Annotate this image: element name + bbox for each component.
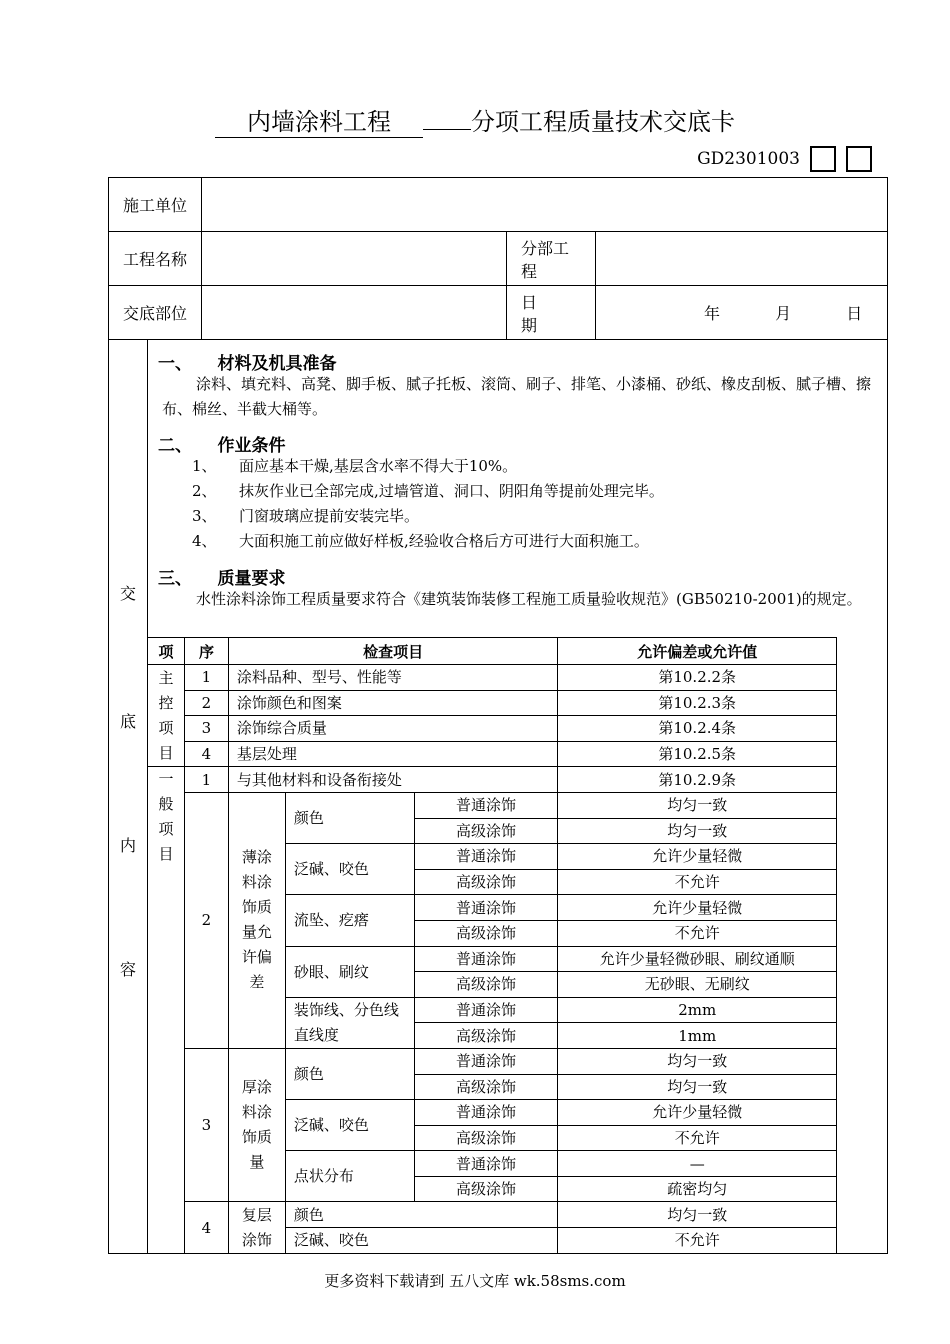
row-no: 1 (184, 665, 228, 691)
row-no: 2 (184, 690, 228, 716)
section-2-item: 2、 抹灰作业已全部完成,过墙管道、洞口、阴阳角等提前处理完毕。 (192, 482, 664, 500)
table-row (148, 767, 837, 793)
sub-item: 装饰线、分色线直线度 (285, 997, 414, 1048)
grade-high: 高级涂饰 (414, 869, 558, 895)
side-char: 交 (119, 584, 136, 603)
row-item: 涂饰综合质量 (228, 716, 558, 742)
section-2-item: 3、 门窗玻璃应提前安装完毕。 (192, 507, 420, 525)
grade-normal: 普通涂饰 (414, 792, 558, 818)
value-normal: 允许少量轻微砂眼、刷纹通顺 (558, 946, 837, 972)
value-high: 不允许 (558, 920, 837, 946)
value-high: 疏密均匀 (558, 1176, 837, 1202)
table-row (148, 665, 837, 691)
sub-item: 泛碱、咬色 (285, 1100, 414, 1151)
row-no: 3 (184, 716, 228, 742)
row-value: 第10.2.9条 (558, 767, 837, 793)
division-label: 分部工程 (507, 232, 596, 286)
month-label: 月 (775, 304, 792, 323)
grade-normal: 普通涂饰 (414, 997, 558, 1023)
info-row-location (109, 286, 888, 340)
general-group-label: 一般项目 (148, 767, 185, 1253)
col-header: 允许偏差或允许值 (558, 638, 837, 665)
sub-item: 颜色 (285, 792, 414, 843)
info-row-project (109, 232, 888, 286)
sub-item: 点状分布 (285, 1151, 414, 1202)
grade-high: 高级涂饰 (414, 1023, 558, 1049)
grade-high: 高级涂饰 (414, 920, 558, 946)
location-label: 交底部位 (109, 286, 202, 340)
row-value: 第10.2.2条 (558, 665, 837, 691)
row-no: 1 (184, 767, 228, 793)
sub-item: 砂眼、刷纹 (285, 946, 414, 997)
grade-high: 高级涂饰 (414, 1176, 558, 1202)
row-value: 均匀一致 (558, 1202, 837, 1228)
info-row-unit (109, 178, 888, 232)
year-label: 年 (704, 304, 721, 323)
grade-high: 高级涂饰 (414, 1125, 558, 1151)
section-2-item: 4、 大面积施工前应做好样板,经验收合格后方可进行大面积施工。 (192, 532, 649, 550)
project-label: 工程名称 (109, 232, 202, 286)
section-1-title: 一、 材料及机具准备 (158, 354, 337, 374)
table-row (148, 716, 837, 742)
col-header: 检查项目 (228, 638, 558, 665)
value-normal: 均匀一致 (558, 1048, 837, 1074)
section-2-item: 1、 面应基本干燥,基层含水率不得大于10%。 (192, 457, 518, 475)
row-item: 基层处理 (228, 741, 558, 767)
value-high: 不允许 (558, 1125, 837, 1151)
quality-table (147, 637, 837, 1254)
col-header: 项 (148, 638, 185, 665)
row-no: 2 (184, 792, 228, 1048)
checkbox-2[interactable] (846, 146, 872, 172)
table-row (148, 741, 837, 767)
row-value: 第10.2.5条 (558, 741, 837, 767)
grade-high: 高级涂饰 (414, 972, 558, 998)
date-value[interactable] (596, 286, 888, 340)
grade-normal: 普通涂饰 (414, 1151, 558, 1177)
grade-normal: 普通涂饰 (414, 844, 558, 870)
sub-item: 泛碱、咬色 (285, 1228, 558, 1254)
table-header-row (148, 638, 837, 665)
row-item: 涂饰颜色和图案 (228, 690, 558, 716)
main-group-label: 主控项目 (148, 665, 185, 767)
value-high: 不允许 (558, 869, 837, 895)
location-value[interactable] (202, 286, 507, 340)
section-3-title: 三、 质量要求 (158, 569, 286, 589)
project-name: 内墙涂料工程 (215, 102, 423, 138)
row-item: 与其他材料和设备衔接处 (228, 767, 558, 793)
sub-item: 泛碱、咬色 (285, 844, 414, 895)
document-code-row (697, 146, 872, 172)
side-char: 底 (119, 712, 136, 731)
value-high: 无砂眼、无刷纹 (558, 972, 837, 998)
thin-label: 薄涂料涂饰质量允许偏差 (228, 792, 285, 1048)
row-item: 涂料品种、型号、性能等 (228, 665, 558, 691)
side-char: 容 (119, 960, 136, 979)
division-value[interactable] (596, 232, 888, 286)
row-no: 3 (184, 1048, 228, 1202)
table-row (148, 690, 837, 716)
row-no: 4 (184, 1202, 228, 1253)
title-underline (423, 129, 471, 130)
value-normal: 均匀一致 (558, 792, 837, 818)
table-row (148, 1202, 837, 1228)
grade-high: 高级涂饰 (414, 1074, 558, 1100)
value-high: 均匀一致 (558, 1074, 837, 1100)
day-label: 日 (846, 304, 863, 323)
sub-item: 流坠、疙瘩 (285, 895, 414, 946)
section-2-title: 二、 作业条件 (158, 436, 286, 456)
grade-normal: 普通涂饰 (414, 1048, 558, 1074)
row-value: 第10.2.4条 (558, 716, 837, 742)
side-char: 内 (119, 836, 136, 855)
checkbox-1[interactable] (810, 146, 836, 172)
row-value: 第10.2.3条 (558, 690, 837, 716)
unit-label: 施工单位 (109, 178, 202, 232)
value-high: 均匀一致 (558, 818, 837, 844)
section-1-text: 涂料、填充料、高凳、脚手板、腻子托板、滚筒、刷子、排笔、小漆桶、砂纸、橡皮刮板、腻子槽、擦布、棉丝、半截大桶等。 (162, 375, 872, 418)
grade-high: 高级涂饰 (414, 818, 558, 844)
document-code: GD2301003 (697, 149, 800, 169)
date-label: 日 期 (507, 286, 596, 340)
sub-item: 颜色 (285, 1202, 558, 1228)
value-normal: 允许少量轻微 (558, 1100, 837, 1126)
col-header: 序 (184, 638, 228, 665)
value-normal: 2mm (558, 997, 837, 1023)
row-no: 4 (184, 741, 228, 767)
footer-text: 更多资料下载请到 五八文库 wk.58sms.com (324, 1272, 626, 1290)
thick-label: 厚涂料涂饰质量 (228, 1048, 285, 1202)
multi-label: 复层涂饰 (228, 1202, 285, 1253)
title-suffix: 分项工程质量技术交底卡 (471, 108, 735, 136)
grade-normal: 普通涂饰 (414, 895, 558, 921)
project-value[interactable] (202, 232, 507, 286)
section-3-text: 水性涂料涂饰工程质量要求符合《建筑装饰装修工程施工质量验收规范》(GB50210-2001)的规定。 (196, 590, 862, 608)
row-value: 不允许 (558, 1228, 837, 1254)
grade-normal: 普通涂饰 (414, 946, 558, 972)
side-label-column (109, 339, 148, 1253)
document-title (0, 102, 950, 138)
value-high: 1mm (558, 1023, 837, 1049)
value-normal: 允许少量轻微 (558, 895, 837, 921)
info-table (108, 177, 888, 340)
unit-value[interactable] (202, 178, 888, 232)
value-normal: — (558, 1151, 837, 1177)
table-row (148, 1048, 837, 1074)
grade-normal: 普通涂饰 (414, 1100, 558, 1126)
sub-item: 颜色 (285, 1048, 414, 1099)
table-row (148, 792, 837, 818)
value-normal: 允许少量轻微 (558, 844, 837, 870)
